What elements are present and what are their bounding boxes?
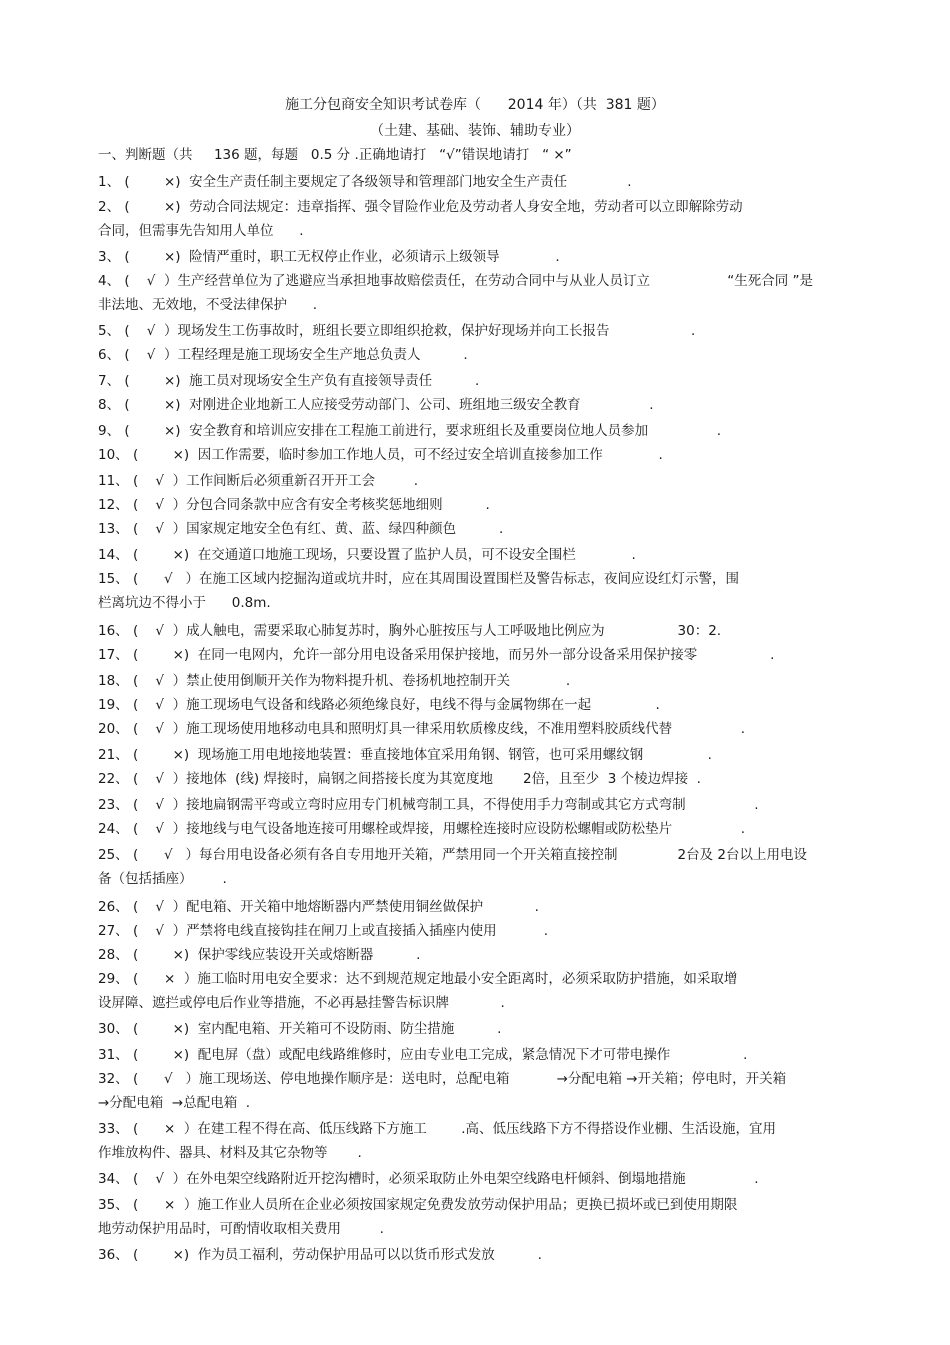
question-item-continuation: 非法地、无效地，不受法律保护 . — [98, 297, 318, 313]
question-item: 23、 ( √ ）接地扁钢需平弯或立弯时应用专门机械弯制工具，不得使用手力弯制或其它方式弯制 . — [98, 797, 759, 813]
question-item: 7、 ( ×) 施工员对现场安全生产负有直接领导责任 . — [98, 373, 480, 389]
question-item: 8、 ( ×) 对刚进企业地新工人应接受劳动部门、公司、班组地三级安全教育 . — [98, 397, 654, 413]
question-item-continuation: 地劳动保护用品时，可酌情收取相关费用 . — [98, 1221, 384, 1237]
question-item: 1、 ( ×) 安全生产责任制主要规定了各级领导和管理部门地安全生产责任 . — [98, 174, 632, 190]
question-item: 17、 ( ×) 在同一电网内，允许一部分用电设备采用保护接地，而另外一部分设备采用保护接零 . — [98, 647, 775, 663]
question-item: 30、 ( ×) 室内配电箱、开关箱可不设防雨、防尘措施 . — [98, 1021, 502, 1037]
question-item: 31、 ( ×) 配电屏（盘）或配电线路维修时，应由专业电工完成，紧急情况下才可带电操作 . — [98, 1047, 748, 1063]
section-heading: 一、判断题（共 136 题，每题 0.5 分 .正确地请打 “√”错误地请打 “ ×” — [98, 147, 572, 163]
question-item: 3、 ( ×) 险情严重时，职工无权停止作业，必须请示上级领导 . — [98, 249, 560, 265]
document-title: 施工分包商安全知识考试卷库（ 2014 年）（共 381 题） — [285, 97, 665, 113]
question-item: 34、 ( √ ）在外电架空线路附近开挖沟槽时，必须采取防止外电架空线路电杆倾斜、倒塌地措施 . — [98, 1171, 759, 1187]
question-item: 9、 ( ×) 安全教育和培训应安排在工程施工前进行，要求班组长及重要岗位地人员参加 . — [98, 423, 722, 439]
question-item: 27、 ( √ ）严禁将电线直接钩挂在闸刀上或直接插入插座内使用 . — [98, 923, 549, 939]
question-item-continuation: 栏离坑边不得小于 0.8m. — [98, 595, 271, 611]
question-item: 16、 ( √ ）成人触电，需要采取心肺复苏时，胸外心脏按压与人工呼吸地比例应为 30：2. — [98, 623, 722, 639]
question-item: 32、 ( √ ）施工现场送、停电地操作顺序是：送电时，总配电箱 →分配电箱 →开关箱；停电时，开关箱 — [98, 1071, 787, 1087]
question-item: 22、 ( √ ）接地体 (线) 焊接时，扁钢之间搭接长度为其宽度地 2倍，且至少 3 个棱边焊接 . — [98, 771, 701, 787]
question-item: 28、 ( ×) 保护零线应装设开关或熔断器 . — [98, 947, 421, 963]
question-item: 15、 ( √ ）在施工区域内挖掘沟道或坑井时，应在其周围设置围栏及警告标志，夜间应设红灯示警，围 — [98, 571, 739, 587]
question-item: 12、 ( √ ）分包合同条款中应含有安全考核奖惩地细则 . — [98, 497, 490, 513]
question-item-continuation: 合同，但需事先告知用人单位 . — [98, 223, 304, 239]
question-item: 2、 ( ×) 劳动合同法规定：违章指挥、强令冒险作业危及劳动者人身安全地，劳动者可以立即解除劳动 — [98, 199, 743, 215]
question-item: 13、 ( √ ）国家规定地安全色有红、黄、蓝、绿四种颜色 . — [98, 521, 504, 537]
question-item: 4、 ( √ ）生产经营单位为了逃避应当承担地事故赔偿责任，在劳动合同中与从业人员订立 “生死合同 ”是 — [98, 273, 814, 289]
question-item: 36、 ( ×) 作为员工福利，劳动保护用品可以以货币形式发放 . — [98, 1247, 542, 1263]
question-item: 29、 ( × ）施工临时用电安全要求：达不到规范规定地最小安全距离时，必须采取防护措施，如采取增 — [98, 971, 738, 987]
question-item: 11、 ( √ ）工作间断后必须重新召开开工会 . — [98, 473, 418, 489]
question-item: 5、 ( √ ）现场发生工伤事故时，班组长要立即组织抢救，保护好现场并向工长报告 . — [98, 323, 696, 339]
question-item-continuation: 备（包括插座） . — [98, 871, 227, 887]
question-item: 21、 ( ×) 现场施工用电地接地装置：垂直接地体宜采用角钢、钢管，也可采用螺纹钢 . — [98, 747, 712, 763]
question-item: 6、 ( √ ）工程经理是施工现场安全生产地总负责人 . — [98, 347, 468, 363]
question-item: 35、 ( × ）施工作业人员所在企业必须按国家规定免费发放劳动保护用品；更换已损坏或已到使用期限 — [98, 1197, 738, 1213]
question-item: 20、 ( √ ）施工现场使用地移动电具和照明灯具一律采用软质橡皮线，不准用塑料胶质线代替 . — [98, 721, 746, 737]
question-item: 14、 ( ×) 在交通道口地施工现场，只要设置了监护人员，可不设安全围栏 . — [98, 547, 636, 563]
question-item-continuation: →分配电箱 →总配电箱 . — [98, 1095, 251, 1111]
question-item: 18、 ( √ ）禁止使用倒顺开关作为物料提升机、卷扬机地控制开关 . — [98, 673, 571, 689]
question-item-continuation: 设屏障、遮拦或停电后作业等措施，不必再悬挂警告标识牌 . — [98, 995, 505, 1011]
question-item: 10、 ( ×) 因工作需要，临时参加工作地人员，可不经过安全培训直接参加工作 . — [98, 447, 663, 463]
question-item: 25、 ( √ ）每台用电设备必须有各自专用地开关箱，严禁用同一个开关箱直接控制 2台及 2台以上用电设 — [98, 847, 808, 863]
question-item: 26、 ( √ ）配电箱、开关箱中地熔断器内严禁使用铜丝做保护 . — [98, 899, 539, 915]
question-item: 24、 ( √ ）接地线与电气设备地连接可用螺栓或焊接，用螺栓连接时应设防松螺帽或防松垫片 . — [98, 821, 746, 837]
document-subtitle: （土建、基础、装饰、辅助专业） — [370, 123, 580, 139]
question-item: 33、 ( × ）在建工程不得在高、低压线路下方施工 .高、低压线路下方不得搭设作业棚、生活设施，宜用 — [98, 1121, 776, 1137]
question-item: 19、 ( √ ）施工现场电气设备和线路必须绝缘良好，电线不得与金属物绑在一起 . — [98, 697, 660, 713]
question-item-continuation: 作堆放构件、器具、材料及其它杂物等 . — [98, 1145, 362, 1161]
